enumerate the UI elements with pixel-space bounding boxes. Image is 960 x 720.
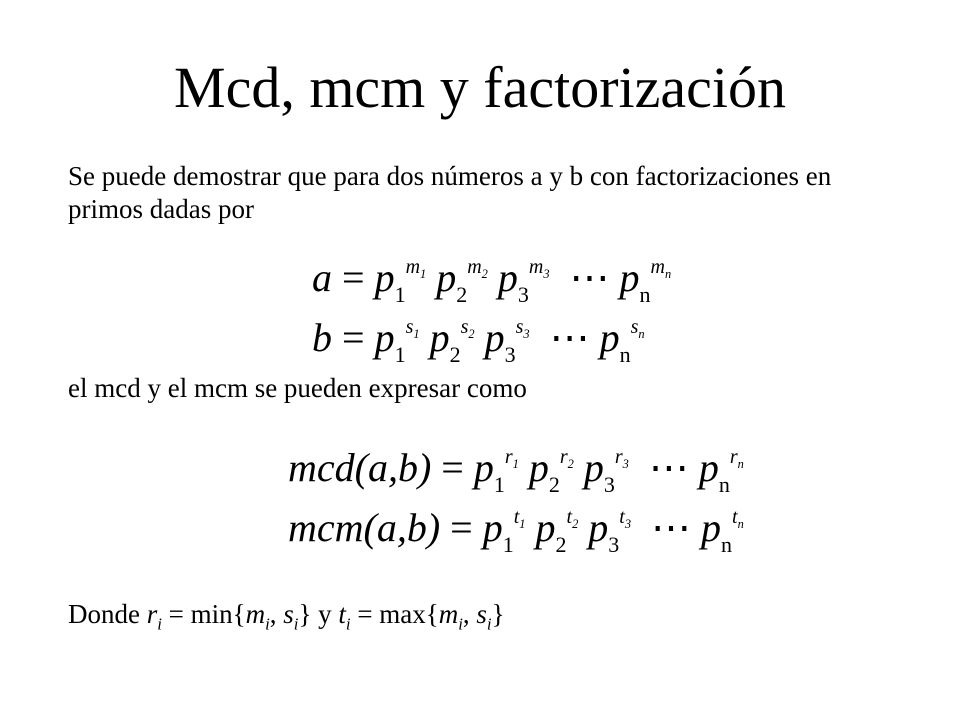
factor-2: $p_2^{r_2}$: [528, 445, 574, 497]
factor-1: $p_1^{s_1}$: [374, 315, 420, 367]
equation-mcd: [288, 445, 744, 497]
factor-3: $p_3^{m_3}$: [497, 255, 550, 307]
factor-n: $p_n^{m_n}$: [619, 255, 672, 307]
factor-n: $p_n^{t_n}$: [701, 505, 744, 557]
factor-1: $p_1^{t_1}$: [482, 505, 526, 557]
dots: ⋯: [651, 505, 692, 550]
dots: ⋯: [648, 445, 689, 490]
equation-lhs: a: [312, 255, 332, 300]
dots: ⋯: [549, 315, 590, 360]
intro-text: Se puede demostrar que para dos números a y b con factorizaciones en primos dadas por: [68, 161, 832, 224]
factor-1: $p_1^{r_1}$: [473, 445, 519, 497]
dots: ⋯: [569, 255, 610, 300]
middle-text: el mcd y el mcm se pueden expresar como: [68, 373, 527, 403]
donde-lead: Donde: [68, 599, 140, 629]
factor-2: $p_2^{s_2}$: [429, 315, 475, 367]
equation-mcm: [288, 505, 744, 557]
donde-text: Donde $r_i = \min\{m_i$, $s_i$} y $t_i = \max\{m_i$, $s_i$}: [68, 599, 505, 634]
equation-a: [312, 255, 672, 307]
equation-lhs: mcm(a,b): [288, 505, 441, 550]
factor-n: $p_n^{s_n}$: [599, 315, 645, 367]
equation-b: [312, 315, 645, 367]
factor-2: $p_2^{t_2}$: [535, 505, 579, 557]
factor-2: $p_2^{m_2}$: [436, 255, 488, 307]
equals-sign: =: [441, 445, 464, 490]
slide-title: Mcd, mcm y factorización: [174, 55, 786, 120]
equals-sign: =: [450, 505, 473, 550]
equation-lhs: b: [312, 315, 332, 360]
factor-n: $p_n^{r_n}$: [698, 445, 744, 497]
factor-3: $p_3^{s_3}$: [484, 315, 530, 367]
equation-lhs: mcd(a,b): [288, 445, 432, 490]
factor-1: $p_1^{m_1}$: [374, 255, 427, 307]
equals-sign: =: [342, 255, 365, 300]
factor-3: $p_3^{r_3}$: [583, 445, 629, 497]
equals-sign: =: [342, 315, 365, 360]
factor-3: $p_3^{t_3}$: [588, 505, 632, 557]
